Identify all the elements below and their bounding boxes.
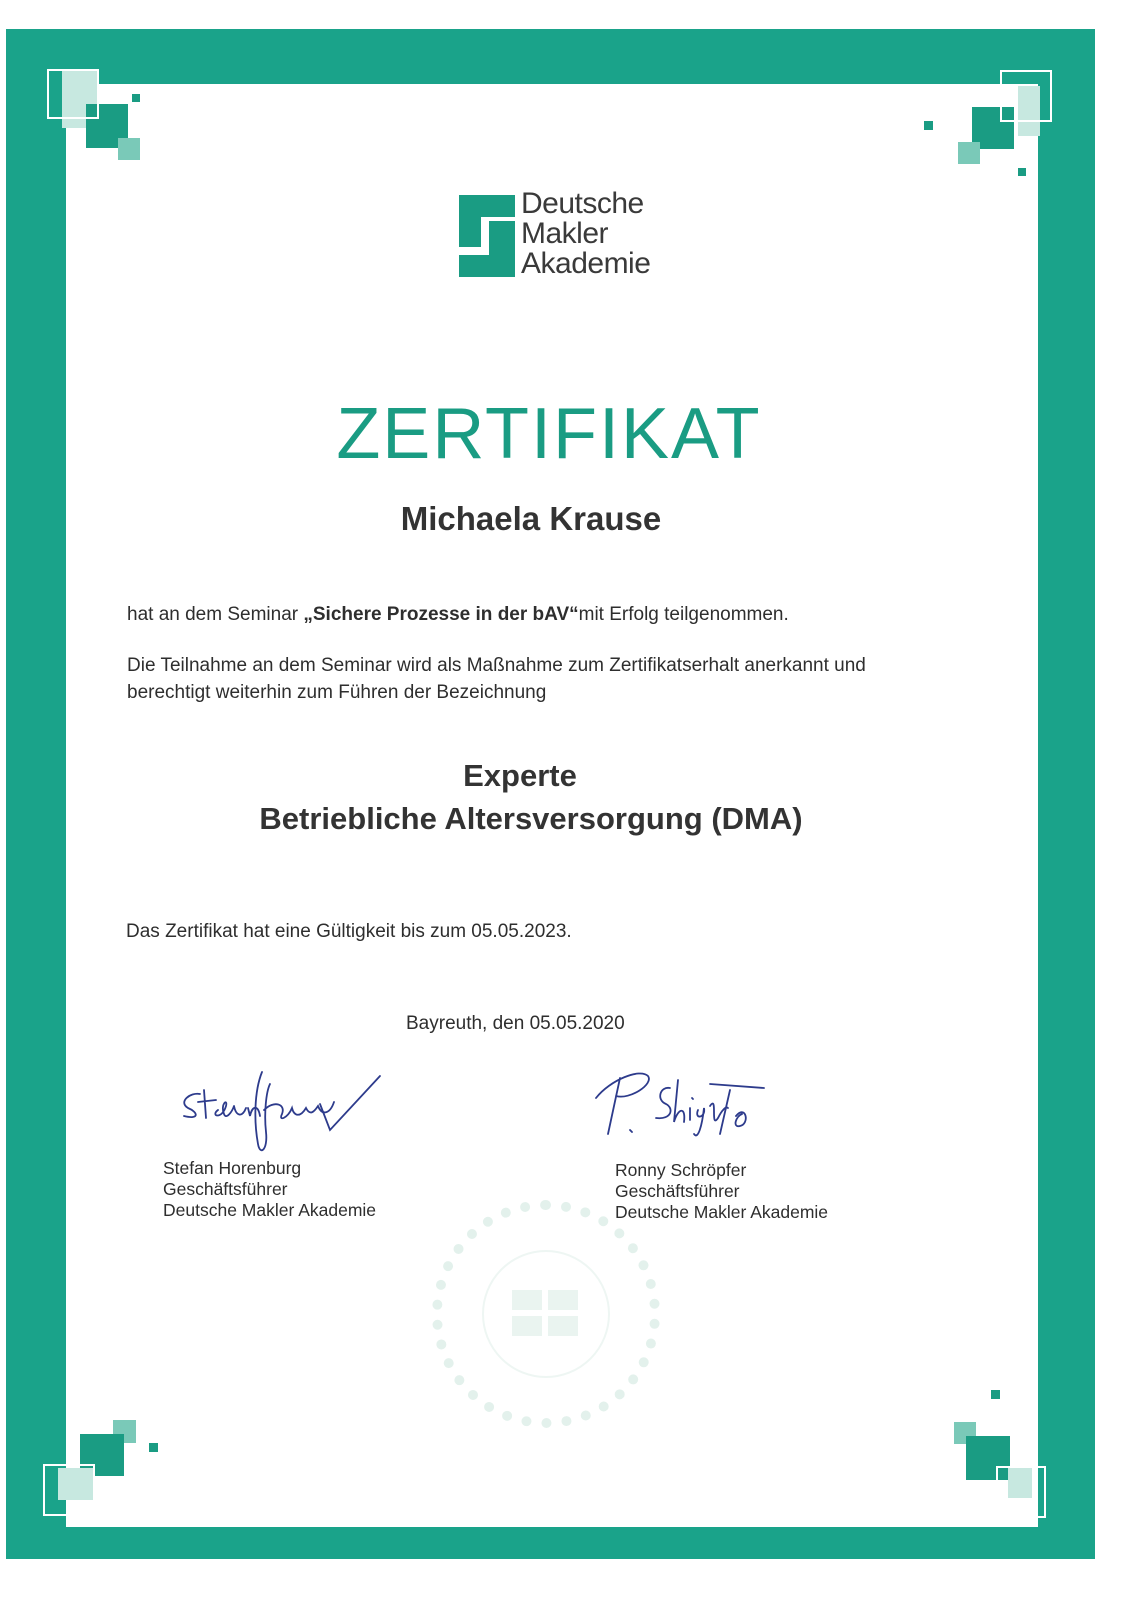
signatory-2-org: Deutsche Makler Akademie	[615, 1202, 829, 1222]
seminar-name: „Sichere Prozesse in der bAV“	[303, 604, 579, 625]
logo-mark-icon	[459, 195, 515, 277]
logo-line-1: Deutsche	[521, 187, 644, 220]
signatory-1-role: Geschäftsführer	[163, 1179, 288, 1199]
seminar-prefix: hat an dem Seminar	[127, 604, 304, 625]
signatory-2-role: Geschäftsführer	[615, 1181, 740, 1201]
validity-statement: Das Zertifikat hat eine Gültigkeit bis zum 05.05.2023.	[126, 921, 572, 942]
certificate-title: ZERTIFIKAT	[336, 394, 762, 474]
signature-ronny-schroepfer	[590, 1060, 780, 1150]
signatory-2-block	[615, 1160, 828, 1223]
place-date: Bayreuth, den 05.05.2020	[406, 1013, 625, 1034]
recognition-line-1: Die Teilnahme an dem Seminar wird als Maßnahme zum Zertifikatserhalt anerkannt und	[127, 655, 866, 676]
seal-logo-icon	[512, 1290, 580, 1338]
recognition-line-2: berechtigt weiterhin zum Führen der Bezeichnung	[127, 682, 547, 703]
signatory-1-block	[163, 1158, 376, 1221]
seminar-suffix: mit Erfolg teilgenommen.	[578, 604, 789, 625]
logo-line-2: Makler	[521, 217, 609, 250]
signature-stefan-horenburg	[170, 1062, 390, 1162]
signatory-1-org: Deutsche Makler Akademie	[163, 1200, 377, 1220]
recipient-name: Michaela Krause	[400, 500, 662, 537]
seminar-statement	[127, 604, 789, 626]
logo-wordmark	[521, 189, 650, 279]
qualification-title: Experte	[463, 758, 577, 793]
signatory-2-name: Ronny Schröpfer	[615, 1160, 747, 1180]
embossed-seal	[432, 1200, 660, 1428]
signatory-1-name: Stefan Horenburg	[163, 1158, 302, 1178]
qualification-subtitle: Betriebliche Altersversorgung (DMA)	[259, 801, 803, 836]
logo-line-3: Akademie	[521, 247, 651, 280]
